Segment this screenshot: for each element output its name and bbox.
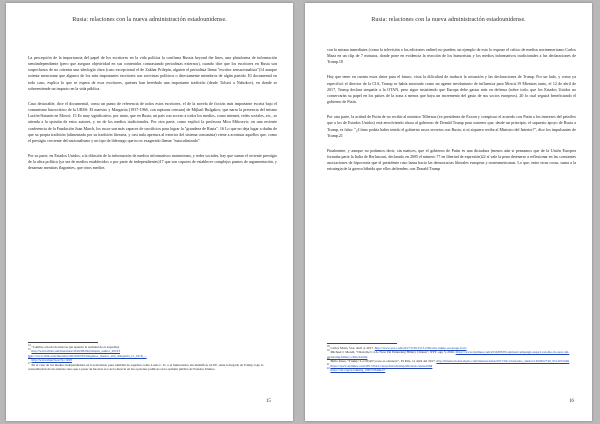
running-header: Rusia: relaciones con la nueva administración estadounidense. (371, 16, 526, 23)
footnote-text: En el caso de los medios independientes en la televisión, pues también de aquellos como Louis C. K. o el humorístico sin identificar en EE. Ante la llegada de Trump, bajo la consolidación de un entorno ruso que a pesar de hacerse eco de la mezcla en las opciones políticas en la opinión pública de Estados Unidos. (28, 362, 264, 372)
page-number: 16 (568, 398, 574, 404)
footnote-text: Bella Jones, "Trump: 'La OTAN ya no es obsoleta'", El País, 12 abril del 2017. (330, 359, 436, 364)
footnote-text: Michael J. Morell, "I Ran the C.I.A. Now I'm Endorsing Hillary Clinton", NYT, ago 5, 2016. (330, 350, 455, 355)
footnote-text: "Cambio a hacia de marcas (en apuesta la realidad de el expedió): (31, 345, 120, 349)
footnote-link[interactable]: http://www.vox.com/2017/3/30/15131766/cnn-trump-coverage-facts (374, 346, 467, 350)
right-page (305, 3, 592, 421)
footnote-link[interactable]: http://www.rbth.com/literature/2016/08/04/prilepin_author_20193 (31, 349, 121, 354)
footnote-number: 21 (327, 362, 330, 366)
footnote-number: 14 (28, 343, 31, 347)
footnote-number: 17 (28, 361, 31, 365)
footnote-link[interactable]: http://www.rbth.com/literature/2016/02/05/bulgakov_master_and_margarita_tv_1918_... (28, 353, 147, 358)
page-number: 15 (265, 398, 271, 404)
footnote-link[interactable]: https://www.nytimes.com/2017/04/11/us/politics/trump-tillerson-russia.html (330, 363, 433, 368)
footnote-link[interactable]: http://www.march.es/?p=1018 (31, 358, 72, 363)
footnote-link[interactable]: https://www.nytimes.com/2016/08/05/opinion/campaign-stops/i-ran-the-cia-now-im-endorsing-hillary-clinton.html (327, 350, 570, 359)
footnote-text: Carlos Maza, Vox, abril 4, 2017. (330, 346, 374, 350)
paragraph: Por otra parte, la actitud de Putin de no recibir al ministro Tillerson (ex presidente de Exxon y conspicuo el acuerdo con Putin a los intereses del petróleo que a los de Estados Unidos) está envolviendo ahora al gobierno de Donald Trump para sostener que, desde un principio, el supuesto apoyo de Rusia a Trump, es falso: "¿Cómo podría haber tenido el gobierno rusos secretos con Rusia, si ni siquiera recibe al Ministro del Interior?", dice los impulsantes de Trump.21 (327, 114, 576, 138)
paragraph: con la misma inmediatez (como la televisión o las ediciones online) no pueden; un ejemplo de esto lo expone el crítico de medios norteamericano Carlos Maza en un clip de 7 minutos, donde pone en evidencia la reacción de los humoristas y los medios informativos tradicionales a las declaraciones de Trump.18 (327, 47, 576, 65)
footnote (28, 363, 277, 372)
footnote-number: 20 (327, 358, 330, 362)
footnotes (327, 343, 576, 373)
paragraph: La percepción de la importancia del papel de los escritores en la vida política la confirma Russia beyond the lines, una plataforma de información semiindependiente (pero que asegura objetividad en sus contenidos contrastando periodistas externos), cuando dice que los escritores en Rusia son sospechosos de no orientar una ideología clara (caso excepcional el de Zakhar Prilepin, alguien el periodista llama "escritor sensacionalista")14 aunque ostenta mencionar que algunos de los más importantes escritores son activistas políticos o directamente miembros de algún partido. El documental en todo caso, explica lo que se espera de esos escritores, quienes han heredado una importante tradición (desde Tolstoi a Nabokov), en donde se sobreentiende un impacto en la vida pública. (28, 55, 277, 91)
paragraph: Caso destacable, dice el documental, como un punto de referencia de todos estos escritores, el de la novela de ficción más importante escrita bajo el comunismo burocrático de la URSS: El maestro y Margarita (1937-1966, con rupturas censura) de Mijhail Bulgakov, que narra la presencia del mismo Lucifer/Satanás en Moscú. 15 Es muy significativo, por tanto, que en Rusia, un país con acceso a todos los medios, como internet, redes sociales, etc., se atienda a la opinión de estos autores, y no de los medios tradicionales. Por otra parte, como explicó la profesora Mira Milosevic, en una reciente conferencia de la Fundación Juan March, los rusos son más capaces de sacrificios para lograr la "grandeza de Rusia". 16 Lo que no deja lugar a dudas de que su propia tradición (alimentada por su tradición literaria, y casi nula apertura al exterior del sistema comunista) viene a acentuar aquellos que, como el prestigio creciente del nacionalismo y un tipo de liderazgo que no es exagerado llamar "masculinizado". (28, 100, 277, 143)
page-body (28, 55, 277, 181)
running-header: Rusia: relaciones con la nueva administración estadounidense. (72, 16, 227, 23)
footnote-number: 19 (327, 349, 330, 353)
left-page (6, 3, 293, 421)
footnote-rule (28, 342, 98, 343)
footnote-number: 22 (327, 367, 330, 371)
footnote-number: 18 (327, 344, 330, 348)
paragraph: Por su parte, en Estados Unidos, a la difusión de la información de medios informativos mainstream, y redes sociales, hay que sumar el reciente prestigio de la ultra política (ya sea de medios establecidos o por parte de independientes)17 que son capaces de establecer complejos puntos de argumentación, y desarmar mentiras flagrantes, que otros medios (28, 153, 277, 171)
footnote-rule (327, 343, 397, 344)
footnote (327, 368, 576, 372)
footnotes (28, 342, 277, 372)
footnote-link[interactable]: https://rsf.org/es/ranking_2005?#Mike27 (330, 368, 386, 373)
footnote-link[interactable]: http://internacional.elpais.com/internacional/2017/04/12/estados_unidos/1492022749_951205.html (436, 359, 570, 364)
footnote-number: 15 (28, 348, 31, 352)
page-body (327, 47, 576, 182)
footnote-number: 16 (28, 357, 31, 361)
paragraph: Hay que tener en cuenta estos datos para el futuro, vista la dificultad de traducir la actuación y las declaraciones de Trump. Por un lado, y como ya especificó el director de la CIA, Trump se había mostrado como un agente involuntario de influencia para Moscú.19 Mientras tanto, el 12 de abril de 2017, Trump declara simpatía a la OTAN, pero sigue insistiendo que Europa debe gastar más en defensa (sobre todo, que los Estados Unidos no conservarán su papel en los países de la zona a menos que haya un incremento del gasto de sus socios europeos). 20 lo cual seguirá beneficiando el gobierno de Putin. (327, 74, 576, 105)
paragraph: Finalmente, y aunque no podamos decir, sin matices, que el gobierno de Putin es una dictadura (menos aún si pensamos que de la Unión Europea formaba parte la Italia de Berlusconi, declarado en 2005 el número 77 en libertad de expresión)22 sí vale la pena detenerse a reflexionar en las constantes asociaciones de hipocresía que el presidente ruso lanza hacia las democracias liberales europeas y norteamericanas. Lo que, entre otras cosas, suma a la estrategia de la guerra híbrida que ellos defienden, con Donald Trump (327, 147, 576, 172)
